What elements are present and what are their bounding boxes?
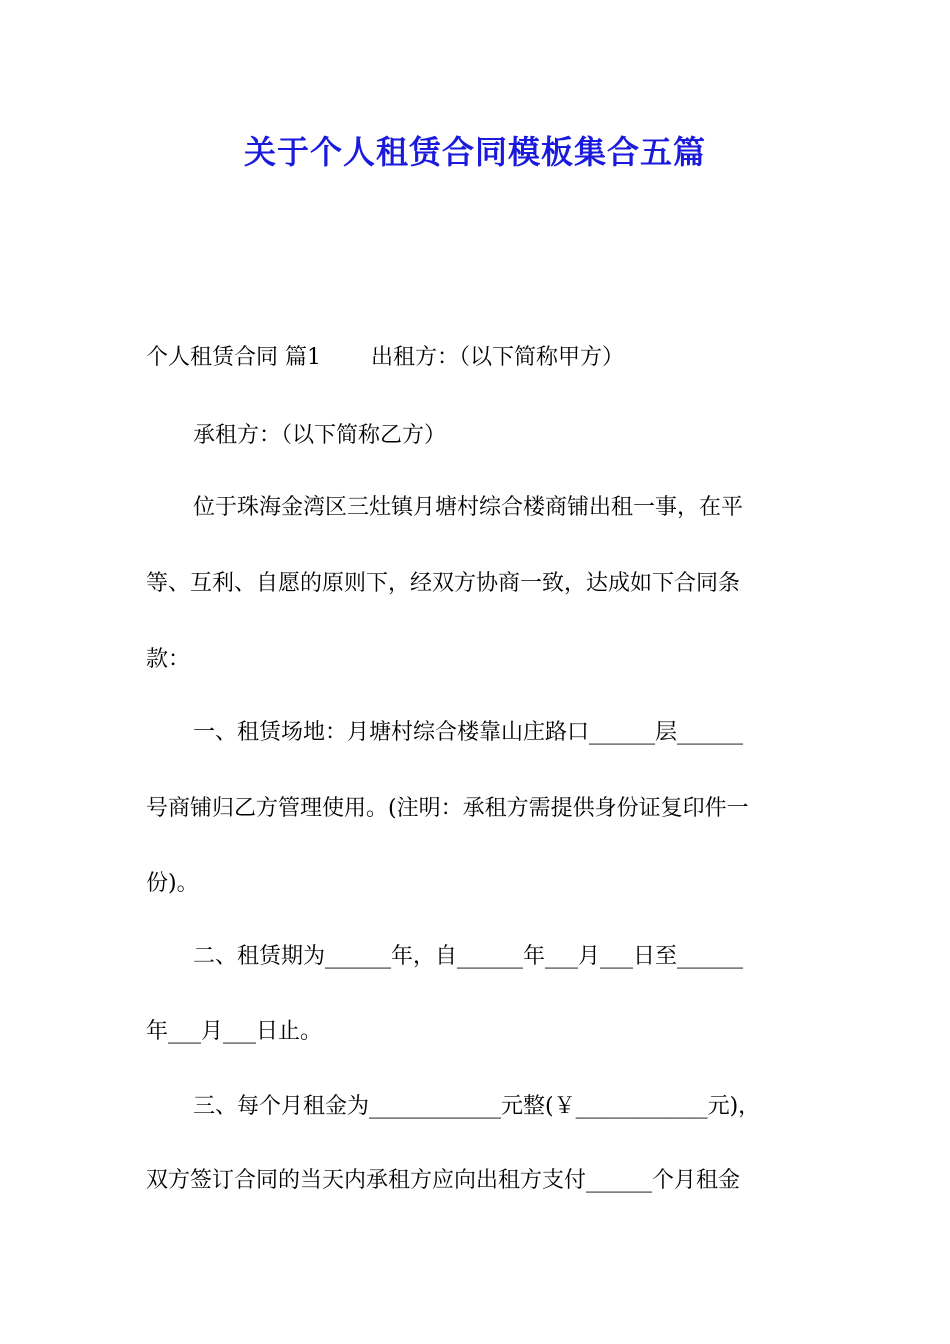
lessee-line: 承租方：（以下简称乙方） (193, 423, 447, 448)
paragraph-line: 款： (146, 647, 191, 672)
paragraph-line (146, 343, 624, 373)
paragraph-line: 份)。 (146, 871, 199, 896)
paragraph-line: 等、互利、自愿的原则下，经双方协商一致，达成如下合同条 (146, 571, 741, 596)
section-heading: 个人租赁合同 篇1 (146, 345, 321, 370)
clause-line: 二、租赁期为______年，自______年___月___日至______ (193, 944, 744, 969)
paragraph-line: 号商铺归乙方管理使用。(注明：承租方需提供身份证复印件一 (146, 796, 749, 821)
document-title: 关于个人租赁合同模板集合五篇 (243, 133, 706, 171)
lessor-label: 出租方：（以下简称甲方） (371, 345, 625, 370)
paragraph-line: 双方签订合同的当天内承租方应向出租方支付______个月租金 (146, 1168, 741, 1193)
clause-line: 三、每个月租金为____________元整(￥____________元)， (193, 1094, 761, 1119)
clause-line: 一、租赁场地：月塘村综合楼靠山庄路口______层______ (193, 720, 744, 745)
paragraph-line: 年___月___日止。 (146, 1019, 323, 1044)
paragraph-line: 位于珠海金湾区三灶镇月塘村综合楼商铺出租一事，在平 (193, 495, 744, 520)
